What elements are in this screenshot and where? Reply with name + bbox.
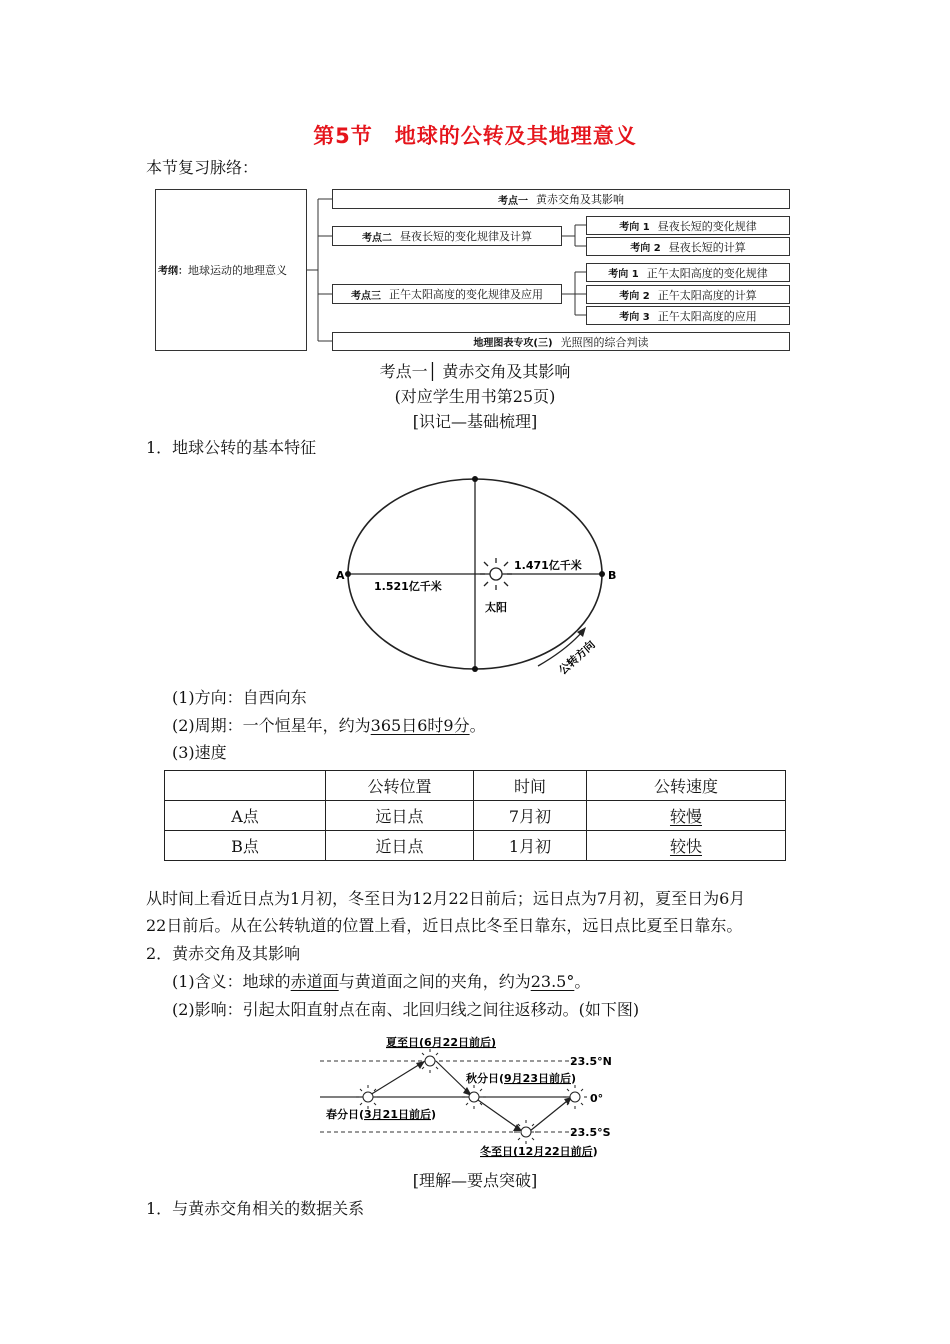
speed-text: (3)速度 bbox=[172, 743, 227, 762]
table-cell: 1月初 bbox=[474, 831, 587, 861]
autumn-equinox-label bbox=[466, 1071, 576, 1085]
mindmap-node-k2a bbox=[586, 216, 790, 235]
spring-suffix: ) bbox=[431, 1108, 437, 1121]
mindmap-node-k3 bbox=[332, 284, 562, 304]
lat-south-label: 23.5°S bbox=[570, 1126, 611, 1139]
orbit-point-b bbox=[599, 571, 605, 577]
meaning-part-3: 。 bbox=[574, 972, 591, 991]
mindmap-k3b-tag: 考向 2 bbox=[619, 291, 650, 302]
mindmap-node-k3c bbox=[586, 306, 790, 325]
table-cell: 7月初 bbox=[474, 801, 587, 831]
period-text bbox=[172, 716, 486, 736]
period-value: 365日6时9分 bbox=[370, 716, 470, 735]
meaning-angle: 23.5° bbox=[530, 972, 575, 991]
section-heading: 考点一│ 黄赤交角及其影响 bbox=[379, 362, 571, 381]
orbit-label-a: A bbox=[336, 569, 345, 582]
table-header-cell bbox=[165, 771, 326, 801]
table-cell: A点 bbox=[165, 801, 326, 831]
table-header-cell: 公转位置 bbox=[326, 771, 474, 801]
mindmap-k3-tag: 考点三 bbox=[351, 290, 381, 302]
mindmap-k2-tag: 考点二 bbox=[362, 232, 392, 244]
table-cell: 远日点 bbox=[326, 801, 474, 831]
section-subheading: [识记—基础梳理] bbox=[412, 412, 538, 431]
mindmap-k3a-label: 正午太阳高度的变化规律 bbox=[646, 266, 768, 280]
mindmap-k4-tag: 地理图表专攻(三) bbox=[473, 338, 553, 349]
mindmap-node-k4 bbox=[332, 332, 790, 351]
spring-equinox-label bbox=[326, 1107, 436, 1121]
item-heading-1: 1．地球公转的基本特征 bbox=[146, 438, 317, 457]
orbit-distance-near: 1.471亿千米 bbox=[514, 559, 582, 572]
item-heading-2: 2．黄赤交角及其影响 bbox=[146, 944, 301, 963]
winter-solstice-label bbox=[480, 1144, 598, 1158]
mindmap-root-label: 地球运动的地理意义 bbox=[188, 264, 287, 277]
mindmap-k2-label: 昼夜长短的变化规律及计算 bbox=[400, 230, 532, 243]
meaning-equator-plane: 赤道面 bbox=[290, 972, 339, 991]
mindmap-k4-label: 光照图的综合判读 bbox=[560, 335, 649, 349]
orbit-point-top bbox=[472, 476, 478, 482]
mindmap-connectors bbox=[0, 0, 950, 360]
table-cell bbox=[587, 831, 786, 861]
sun-icon bbox=[480, 558, 512, 590]
mindmap-k1-label: 黄赤交角及其影响 bbox=[536, 193, 624, 206]
mindmap-node-k3b bbox=[586, 285, 790, 304]
mindmap-k3c-tag: 考向 3 bbox=[619, 312, 650, 323]
mindmap-root-tag: 考纲： bbox=[158, 266, 188, 277]
page-title: 第5节 地球的公转及其地理意义 bbox=[313, 124, 637, 148]
autumn-prefix: 秋分日( bbox=[466, 1072, 505, 1085]
orbit-direction-label: 公转方向 bbox=[556, 638, 598, 678]
mindmap-k2b-tag: 考向 2 bbox=[630, 243, 661, 254]
table-cell-value: 较快 bbox=[669, 837, 702, 856]
table-header-cell: 公转速度 bbox=[587, 771, 786, 801]
mindmap-k2b-label: 昼夜长短的计算 bbox=[668, 240, 746, 254]
item-heading-3: 1．与黄赤交角相关的数据关系 bbox=[146, 1199, 365, 1218]
section-subheading-2: [理解—要点突破] bbox=[412, 1171, 538, 1190]
speed-table bbox=[164, 770, 786, 861]
orbit-point-bottom bbox=[472, 666, 478, 672]
mindmap-k3-label: 正午太阳高度的变化规律及应用 bbox=[389, 288, 543, 301]
paragraph-line-2: 22日前后。从在公转轨道的位置上看，近日点比冬至日靠东，远日点比夏至日靠东。 bbox=[146, 916, 743, 935]
autumn-date: 9月23日前后 bbox=[504, 1072, 571, 1085]
subsolar-point-diagram bbox=[312, 1030, 642, 1165]
section-reference: (对应学生用书第25页) bbox=[394, 387, 556, 406]
mindmap-node-k2b bbox=[586, 237, 790, 256]
meaning-part-2: 与黄道面之间的夹角，约为 bbox=[338, 972, 531, 991]
mindmap-k3b-label: 正午太阳高度的计算 bbox=[657, 288, 757, 302]
period-suffix: 。 bbox=[469, 716, 486, 735]
orbit-label-b: B bbox=[608, 569, 617, 582]
mindmap-k1-tag: 考点一 bbox=[498, 195, 528, 207]
table-cell: 近日点 bbox=[326, 831, 474, 861]
summer-solstice-label: 夏至日(6月22日前后) bbox=[386, 1036, 497, 1049]
spring-prefix: 春分日( bbox=[326, 1108, 365, 1121]
direction-text: (1)方向：自西向东 bbox=[172, 688, 307, 707]
period-prefix: (2)周期：一个恒星年，约为 bbox=[172, 716, 371, 735]
orbit-point-a bbox=[345, 571, 351, 577]
autumn-suffix: ) bbox=[571, 1072, 577, 1085]
mindmap-k2a-label: 昼夜长短的变化规律 bbox=[657, 219, 757, 233]
table-cell bbox=[587, 801, 786, 831]
table-row bbox=[165, 801, 786, 831]
lat-north-label: 23.5°N bbox=[570, 1055, 612, 1068]
table-header-row bbox=[165, 771, 786, 801]
table-header-cell: 时间 bbox=[474, 771, 587, 801]
meaning-text bbox=[172, 972, 590, 992]
orbit-diagram bbox=[330, 470, 630, 690]
mindmap-k2a-tag: 考向 1 bbox=[619, 222, 650, 233]
table-cell-value: 较慢 bbox=[669, 807, 702, 826]
table-row bbox=[165, 831, 786, 861]
winter-date: 12月22日前后 bbox=[518, 1145, 593, 1158]
lat-equator-label: 0° bbox=[590, 1092, 604, 1105]
paragraph-line-1: 从时间上看近日点为1月初，冬至日为12月22日前后；远日点为7月初，夏至日为6月 bbox=[146, 889, 746, 908]
mindmap-node-k1 bbox=[332, 189, 790, 209]
orbit-distance-far: 1.521亿千米 bbox=[374, 580, 442, 593]
orbit-sun-label: 太阳 bbox=[485, 601, 507, 614]
winter-prefix: 冬至日( bbox=[480, 1145, 519, 1158]
spring-date: 3月21日前后 bbox=[364, 1108, 431, 1121]
intro-text: 本节复习脉络： bbox=[146, 158, 259, 177]
effect-text: (2)影响：引起太阳直射点在南、北回归线之间往返移动。(如下图) bbox=[172, 1000, 640, 1019]
mindmap-k3a-tag: 考向 1 bbox=[608, 269, 639, 280]
mindmap-node-k2 bbox=[332, 226, 562, 246]
winter-suffix: ) bbox=[592, 1145, 598, 1158]
meaning-part-1: (1)含义：地球的 bbox=[172, 972, 291, 991]
table-cell: B点 bbox=[165, 831, 326, 861]
mindmap-node-k3a bbox=[586, 263, 790, 282]
mindmap-k3c-label: 正午太阳高度的应用 bbox=[657, 309, 757, 323]
